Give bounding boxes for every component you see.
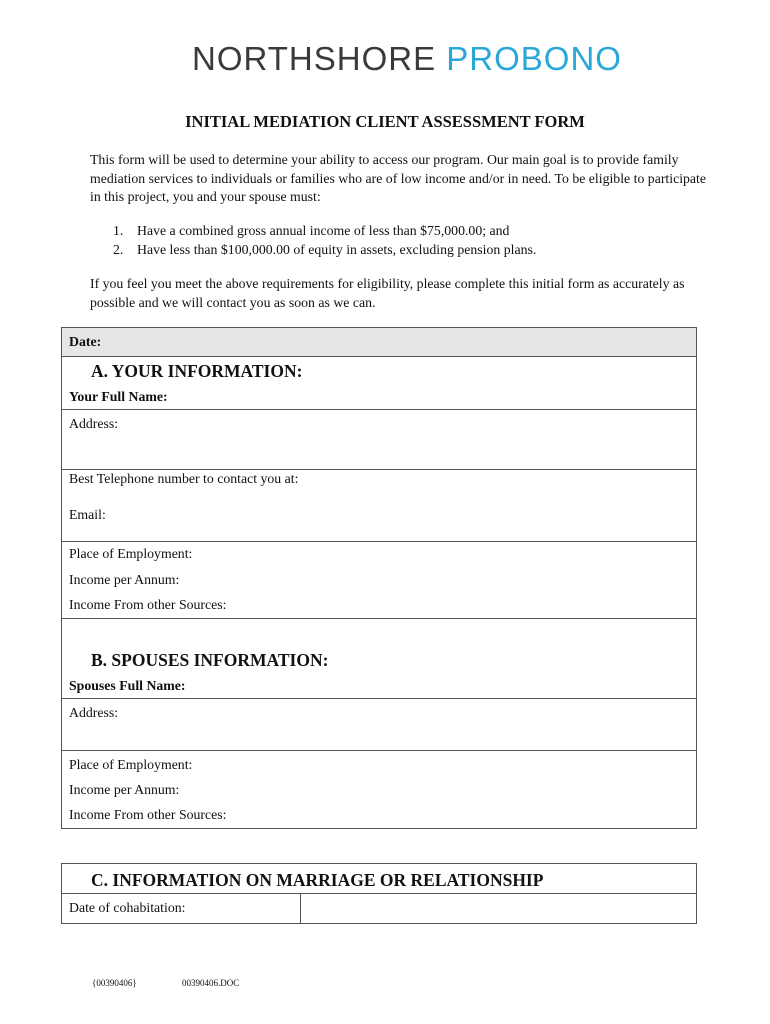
requirements-list [113, 221, 536, 259]
date-label: Date: [69, 334, 102, 349]
your-address-label: Address: [69, 416, 119, 431]
requirement-number: 1. [113, 223, 124, 238]
your-other-income-label: Income From other Sources: [69, 597, 227, 612]
form-box-main [61, 327, 697, 829]
your-full-name-label: Your Full Name: [69, 389, 168, 404]
email-label: Email: [69, 507, 106, 522]
requirement-item [113, 240, 536, 259]
spouse-income-label: Income per Annum: [69, 782, 180, 797]
spouses-full-name-label: Spouses Full Name: [69, 678, 186, 693]
section-c-heading: C. INFORMATION ON MARRIAGE OR RELATIONSHIP [91, 870, 544, 890]
cohabitation-row [62, 893, 696, 924]
requirement-item [113, 221, 536, 240]
spouse-other-income-label: Income From other Sources: [69, 807, 227, 822]
section-a-name-row[interactable] [62, 357, 696, 410]
section-a-heading: A. YOUR INFORMATION: [91, 361, 303, 381]
logo-text-northshore: NORTHSHORE [192, 40, 437, 77]
form-title: INITIAL MEDIATION CLIENT ASSESSMENT FORM [185, 112, 585, 131]
logo-text-probono: PROBONO [446, 40, 622, 77]
your-employment-label: Place of Employment: [69, 546, 193, 561]
section-b-name-row[interactable] [62, 619, 696, 699]
footer-doc-file: 00390406.DOC [182, 978, 240, 988]
cohabitation-input-cell[interactable] [300, 894, 696, 924]
spouse-employment-row[interactable] [62, 751, 696, 828]
northshore-probono-logo [192, 40, 622, 84]
footer-doc-number: {00390406} [92, 978, 137, 988]
your-address-row[interactable] [62, 410, 696, 470]
your-income-label: Income per Annum: [69, 572, 180, 587]
section-b-heading: B. SPOUSES INFORMATION: [91, 650, 329, 670]
requirement-text: Have a combined gross annual income of less than $75,000.00; and [137, 223, 510, 238]
your-employment-row[interactable] [62, 542, 696, 619]
cohabitation-label: Date of cohabitation: [69, 900, 186, 915]
telephone-label: Best Telephone number to contact you at: [69, 471, 299, 486]
your-contact-row[interactable] [62, 470, 696, 542]
spouse-address-row[interactable] [62, 699, 696, 751]
outro-paragraph: If you feel you meet the above requirements for eligibility, please complete this initial form as accurately as possible and we will contact you as soon as we can. [90, 276, 685, 310]
requirement-text: Have less than $100,000.00 of equity in assets, excluding pension plans. [137, 242, 537, 257]
date-row[interactable] [62, 328, 696, 357]
spouse-address-label: Address: [69, 705, 119, 720]
intro-paragraph: This form will be used to determine your ability to access our program. Our main goal is to provide family mediation services to individuals or families who are of low income and/or in need. To be eligible to participate in this project, you and your spouse must: [90, 152, 707, 204]
form-box-section-c [61, 863, 697, 924]
requirement-number: 2. [113, 242, 124, 257]
spouse-employment-label: Place of Employment: [69, 757, 193, 772]
